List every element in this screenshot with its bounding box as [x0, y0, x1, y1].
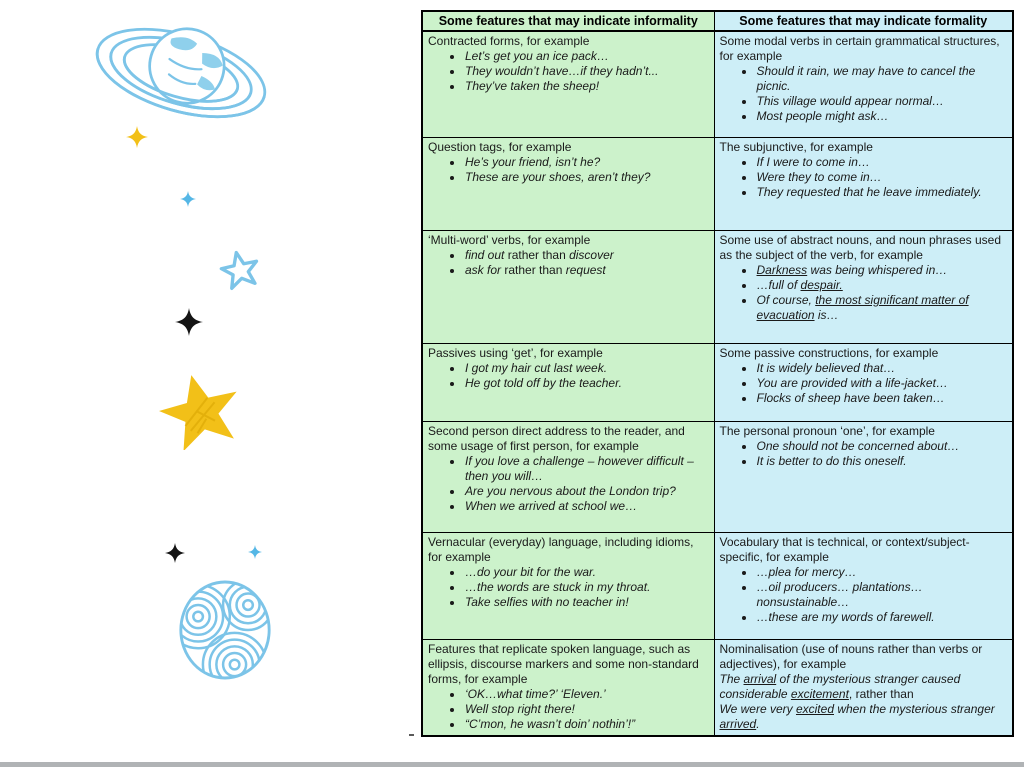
example-item [464, 49, 710, 64]
informality-cell [422, 640, 714, 737]
cell-intro: The personal pronoun ‘one’, for example [719, 424, 935, 438]
text-segment: Flocks of sheep have been taken… [756, 391, 945, 405]
text-segment: Are you nervous about the London trip? [465, 484, 676, 498]
text-segment: …oil producers… plantations… nonsustainable… [756, 580, 923, 609]
informality-cell [422, 138, 714, 231]
table-row [422, 31, 1013, 138]
example-list [720, 439, 1009, 469]
example-item [756, 293, 1009, 323]
table-row [422, 138, 1013, 231]
example-paragraph [720, 702, 1009, 732]
table-row [422, 231, 1013, 344]
cell-intro: Contracted forms, for example [428, 34, 590, 48]
cell-intro: Vernacular (everyday) language, including idioms, for example [428, 535, 694, 564]
swirl-sphere-doodle [177, 577, 273, 683]
example-list [720, 155, 1009, 200]
informality-cell [422, 422, 714, 533]
informality-cell [422, 533, 714, 640]
informality-cell [422, 231, 714, 344]
text-segment: request [565, 263, 606, 277]
text-segment: This village would appear normal… [756, 94, 944, 108]
example-paragraph [720, 672, 1009, 702]
cell-intro: Question tags, for example [428, 140, 572, 154]
example-item [464, 580, 710, 595]
formality-cell [714, 344, 1013, 422]
example-list [428, 155, 710, 185]
example-item [464, 717, 710, 732]
table-row [422, 533, 1013, 640]
text-segment: excitement [790, 687, 849, 701]
text-segment: It is better to do this oneself. [756, 454, 907, 468]
sparkle-black-icon [175, 307, 203, 337]
example-list [428, 49, 710, 94]
text-segment: Darkness [756, 263, 808, 277]
cell-intro: Passives using ‘get’, for example [428, 346, 603, 360]
formality-cell [714, 640, 1013, 737]
text-segment: despair. [800, 278, 843, 292]
text-segment: If I were to come in… [756, 155, 870, 169]
example-list [720, 263, 1009, 323]
text-segment: You are provided with a life-jacket… [756, 376, 948, 390]
text-segment: If you love a challenge – however difficult – then you will… [465, 454, 694, 483]
text-segment: “C’mon, he wasn’t doin’ nothin’!” [465, 717, 636, 731]
example-item [464, 361, 710, 376]
text-segment: We were very [719, 702, 796, 716]
sparkle-yellow-icon [126, 126, 148, 148]
text-segment: He got told off by the teacher. [465, 376, 622, 390]
example-list [720, 565, 1009, 625]
example-item [464, 454, 710, 484]
feature-rows [422, 31, 1013, 736]
text-segment: When we arrived at school we… [465, 499, 638, 513]
example-list [720, 64, 1009, 124]
example-list [428, 248, 710, 278]
example-item [464, 170, 710, 185]
bottom-edge-bar [0, 762, 1024, 767]
text-segment: I got my hair cut last week. [465, 361, 608, 375]
text-segment: …full of [756, 278, 801, 292]
example-item [756, 391, 1009, 406]
example-item [756, 109, 1009, 124]
text-segment: …these are my words of farewell. [756, 610, 935, 624]
example-item [756, 263, 1009, 278]
example-list [720, 361, 1009, 406]
example-item [756, 361, 1009, 376]
text-segment: arrived [719, 717, 757, 731]
formality-header: Some features that may indicate formality [714, 11, 1013, 31]
informality-cell [422, 31, 714, 138]
text-segment: They wouldn’t have…if they hadn’t... [465, 64, 659, 78]
cell-intro: Features that replicate spoken language, such as ellipsis, discourse markers and some non-standard forms, for example [428, 642, 699, 686]
cell-intro: Some passive constructions, for example [719, 346, 939, 360]
text-segment: rather than [507, 248, 570, 262]
text-segment: Of course, [756, 293, 816, 307]
cell-intro: Nominalisation (use of nouns rather than verbs or adjectives), for example [719, 642, 983, 671]
cell-intro: Some use of abstract nouns, and noun phrases used as the subject of the verb, for example [719, 233, 1002, 262]
text-segment: One should not be concerned about… [756, 439, 960, 453]
text-segment: He’s your friend, isn’t he? [465, 155, 601, 169]
example-item [464, 595, 710, 610]
text-segment: Let’s get you an ice pack… [465, 49, 609, 63]
star-outline-blue-icon [219, 249, 261, 291]
example-item [756, 610, 1009, 625]
cell-intro: Vocabulary that is technical, or context/subject-specific, for example [719, 535, 970, 564]
text-segment: . [756, 717, 760, 731]
formality-cell [714, 422, 1013, 533]
example-item [464, 64, 710, 79]
table-row [422, 640, 1013, 737]
text-segment: of the mysterious stranger caused considerable [719, 672, 961, 701]
text-segment: It is widely believed that… [756, 361, 896, 375]
text-segment: Were they to come in… [756, 170, 882, 184]
example-item [756, 155, 1009, 170]
example-item [756, 439, 1009, 454]
example-item [756, 170, 1009, 185]
formality-cell [714, 31, 1013, 138]
example-list [428, 687, 710, 732]
example-item [756, 94, 1009, 109]
informality-header: Some features that may indicate informality [422, 11, 714, 31]
table-row [422, 344, 1013, 422]
example-list [428, 361, 710, 391]
formality-cell [714, 533, 1013, 640]
text-segment: …do your bit for the war. [465, 565, 596, 579]
text-segment: …the words are stuck in my throat. [465, 580, 651, 594]
text-segment: Most people might ask… [756, 109, 889, 123]
example-item [464, 687, 710, 702]
star-yellow-scribble-icon [152, 370, 248, 450]
text-segment: discover [569, 248, 614, 262]
sparkle-blue-tiny-icon [248, 545, 262, 559]
text-segment: excited [795, 702, 834, 716]
example-item [464, 79, 710, 94]
text-segment: is… [814, 308, 839, 322]
example-item [464, 155, 710, 170]
informality-cell [422, 344, 714, 422]
example-item [464, 702, 710, 717]
text-segment: ‘OK…what time?’ ‘Eleven.’ [465, 687, 606, 701]
example-item [464, 565, 710, 580]
example-item [756, 185, 1009, 200]
text-segment: the most significant matter of evacuation [756, 293, 969, 322]
formality-features-table [421, 10, 1014, 737]
cell-intro: Some modal verbs in certain grammatical structures, for example [719, 34, 1000, 63]
example-item [756, 64, 1009, 94]
text-segment: They’ve taken the sheep! [465, 79, 600, 93]
table-row [422, 422, 1013, 533]
example-list [428, 565, 710, 610]
example-item [756, 376, 1009, 391]
cell-intro: ‘Multi-word’ verbs, for example [428, 233, 591, 247]
example-item [464, 248, 710, 263]
sparkle-blue-small-icon [180, 191, 196, 207]
table-header [422, 11, 1013, 31]
text-segment: find out [465, 248, 508, 262]
example-item [464, 376, 710, 391]
example-item [464, 499, 710, 514]
text-segment: Well stop right there! [465, 702, 575, 716]
example-item [756, 565, 1009, 580]
example-item [756, 580, 1009, 610]
cell-intro: Second person direct address to the reader, and some usage of first person, for example [428, 424, 685, 453]
stray-dash [409, 734, 414, 736]
example-item [464, 263, 710, 278]
text-segment: , rather than [848, 687, 914, 701]
example-item [756, 454, 1009, 469]
text-segment: was being whispered in… [807, 263, 948, 277]
text-segment: ask for [465, 263, 505, 277]
text-segment: They requested that he leave immediately. [756, 185, 982, 199]
text-segment: The [719, 672, 744, 686]
sparkle-black-small-icon [165, 543, 185, 563]
text-segment: Take selfies with no teacher in! [465, 595, 629, 609]
formality-cell [714, 138, 1013, 231]
cell-intro: The subjunctive, for example [719, 140, 873, 154]
saturn-planet-doodle [88, 18, 274, 128]
example-list [428, 454, 710, 514]
formality-cell [714, 231, 1013, 344]
text-segment: …plea for mercy… [756, 565, 857, 579]
text-segment: These are your shoes, aren’t they? [465, 170, 651, 184]
example-item [464, 484, 710, 499]
text-segment: rather than [504, 263, 566, 277]
example-item [756, 278, 1009, 293]
text-segment: arrival [743, 672, 777, 686]
text-segment: when the mysterious stranger [834, 702, 995, 716]
text-segment: Should it rain, we may have to cancel the picnic. [756, 64, 976, 93]
